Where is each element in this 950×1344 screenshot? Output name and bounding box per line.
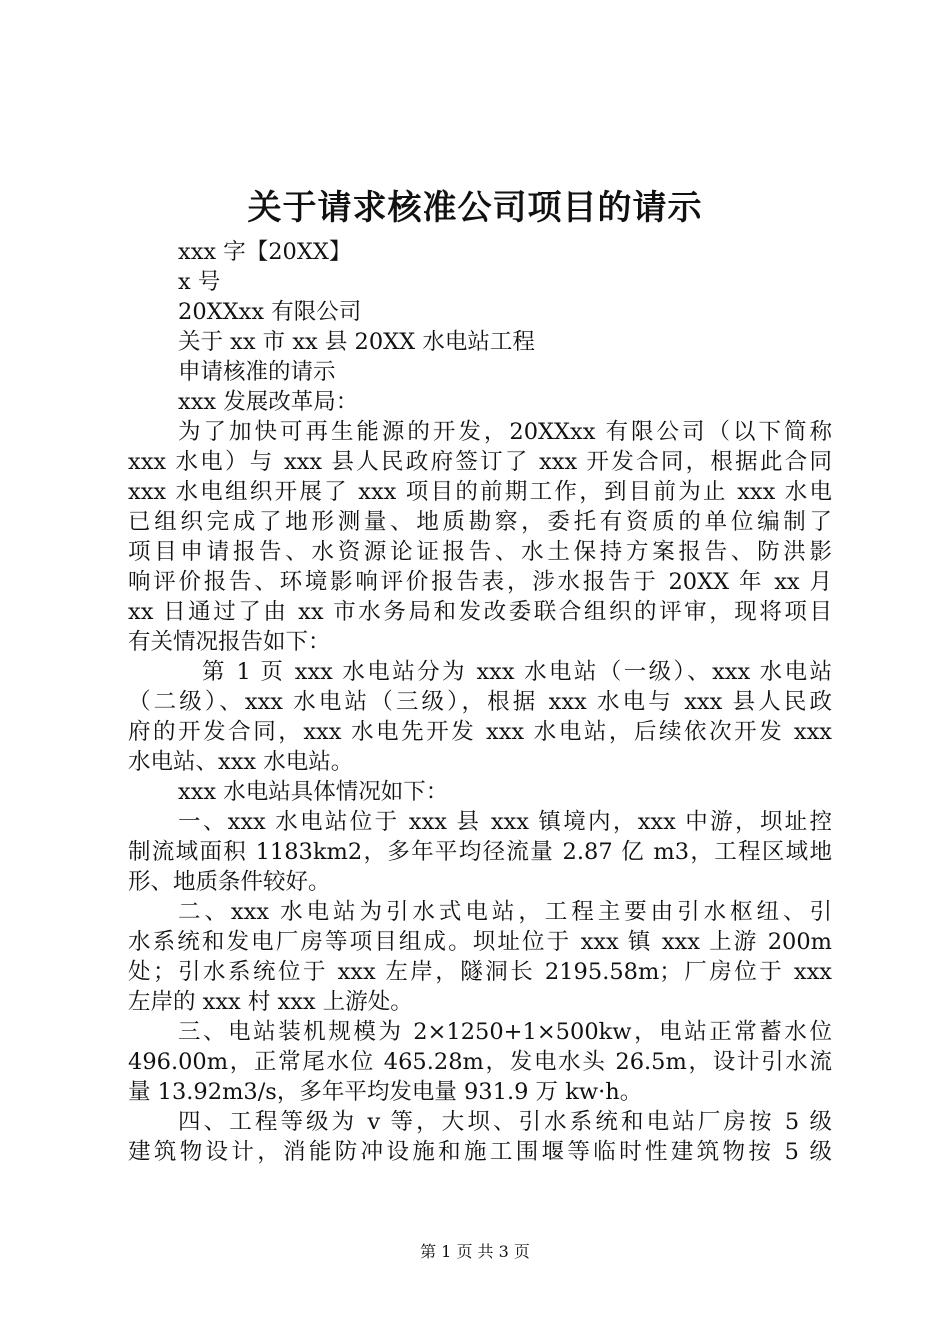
- paragraph-line: 响评价报告、环境影响评价报告表，涉水报告于 20XX 年 xx 月: [128, 569, 832, 595]
- paragraph-line: 府的开发合同，xxx 水电先开发 xxx 水电站，后续依次开发 xxx: [128, 719, 832, 745]
- paragraph-line: 已组织完成了地形测量、地质勘察，委托有资质的单位编制了: [128, 509, 832, 535]
- paragraph-line: 一、xxx 水电站位于 xxx 县 xxx 镇境内，xxx 中游，坝址控: [178, 809, 832, 835]
- paragraph-line: 水电站、xxx 水电站。: [128, 749, 354, 775]
- paragraph-line: 二、xxx 水电站为引水式电站，工程主要由引水枢纽、引: [178, 899, 832, 925]
- paragraph-line: xxx 水电）与 xxx 县人民政府签订了 xxx 开发合同，根据此合同: [128, 449, 832, 475]
- paragraph-line: 制流域面积 1183km2，多年平均径流量 2.87 亿 m3，工程区域地: [128, 839, 832, 865]
- paragraph-item-1: [128, 807, 832, 897]
- paragraph-item-3: [128, 1017, 832, 1107]
- paragraph-line: 左岸的 xxx 村 xxx 上游处。: [128, 989, 413, 1015]
- document-number-suffix: x 号: [178, 269, 221, 295]
- paragraph-line: 建筑物设计，消能防冲设施和施工围堰等临时性建筑物按 5 级: [128, 1139, 832, 1165]
- paragraph-line: 有关情况报告如下：: [128, 629, 331, 655]
- paragraph-details-intro: [128, 777, 832, 807]
- document-body: [128, 237, 832, 1167]
- paragraph-line: 形、地质条件较好。: [128, 869, 331, 895]
- document-title: 关于请求核准公司项目的请示: [247, 188, 703, 228]
- paragraph-line: 三、电站装机规模为 2×1250+1×500kw，电站正常蓄水位: [178, 1019, 832, 1045]
- paragraph-line: 水系统和发电厂房等项目组成。坝址位于 xxx 镇 xxx 上游 200m: [128, 929, 832, 955]
- page-footer: 第 1 页 共 3 页: [420, 1242, 530, 1261]
- paragraph-line: xx 日通过了由 xx 市水务局和发改委联合组织的评审，现将项目: [128, 599, 832, 625]
- subject-line-2: 申请核准的请示: [178, 359, 336, 385]
- paragraph-stations: [128, 657, 832, 777]
- paragraph-intro: [128, 417, 832, 657]
- paragraph-line: xxx 水电站具体情况如下：: [178, 779, 449, 805]
- subject-line: 关于 xx 市 xx 县 20XX 水电站工程: [178, 329, 535, 355]
- paragraph-item-4: [128, 1107, 832, 1167]
- paragraph-line: 项目申请报告、水资源论证报告、水土保持方案报告、防洪影: [128, 539, 832, 565]
- paragraph-line: （二级）、xxx 水电站（三级），根据 xxx 水电与 xxx 县人民政: [128, 689, 832, 715]
- issuing-company: 20XXxx 有限公司: [178, 299, 362, 325]
- header-block: [128, 237, 832, 417]
- paragraph-line: 为了加快可再生能源的开发，20XXxx 有限公司（以下简称: [178, 419, 832, 445]
- paragraph-line: 四、工程等级为 v 等，大坝、引水系统和电站厂房按 5 级: [178, 1109, 832, 1135]
- document-number: xxx 字【20XX】: [178, 239, 352, 265]
- paragraph-line: 第 1 页 xxx 水电站分为 xxx 水电站（一级）、xxx 水电站: [202, 659, 832, 685]
- recipient: xxx 发展改革局：: [178, 389, 359, 415]
- paragraph-line: 496.00m，正常尾水位 465.28m，发电水头 26.5m，设计引水流: [128, 1049, 832, 1075]
- paragraph-line: 量 13.92m3/s，多年平均发电量 931.9 万 kw·h。: [128, 1079, 643, 1105]
- paragraph-item-2: [128, 897, 832, 1017]
- paragraph-line: 处；引水系统位于 xxx 左岸，隧洞长 2195.58m；厂房位于 xxx: [128, 959, 832, 985]
- paragraph-line: xxx 水电组织开展了 xxx 项目的前期工作，到目前为止 xxx 水电: [128, 479, 832, 505]
